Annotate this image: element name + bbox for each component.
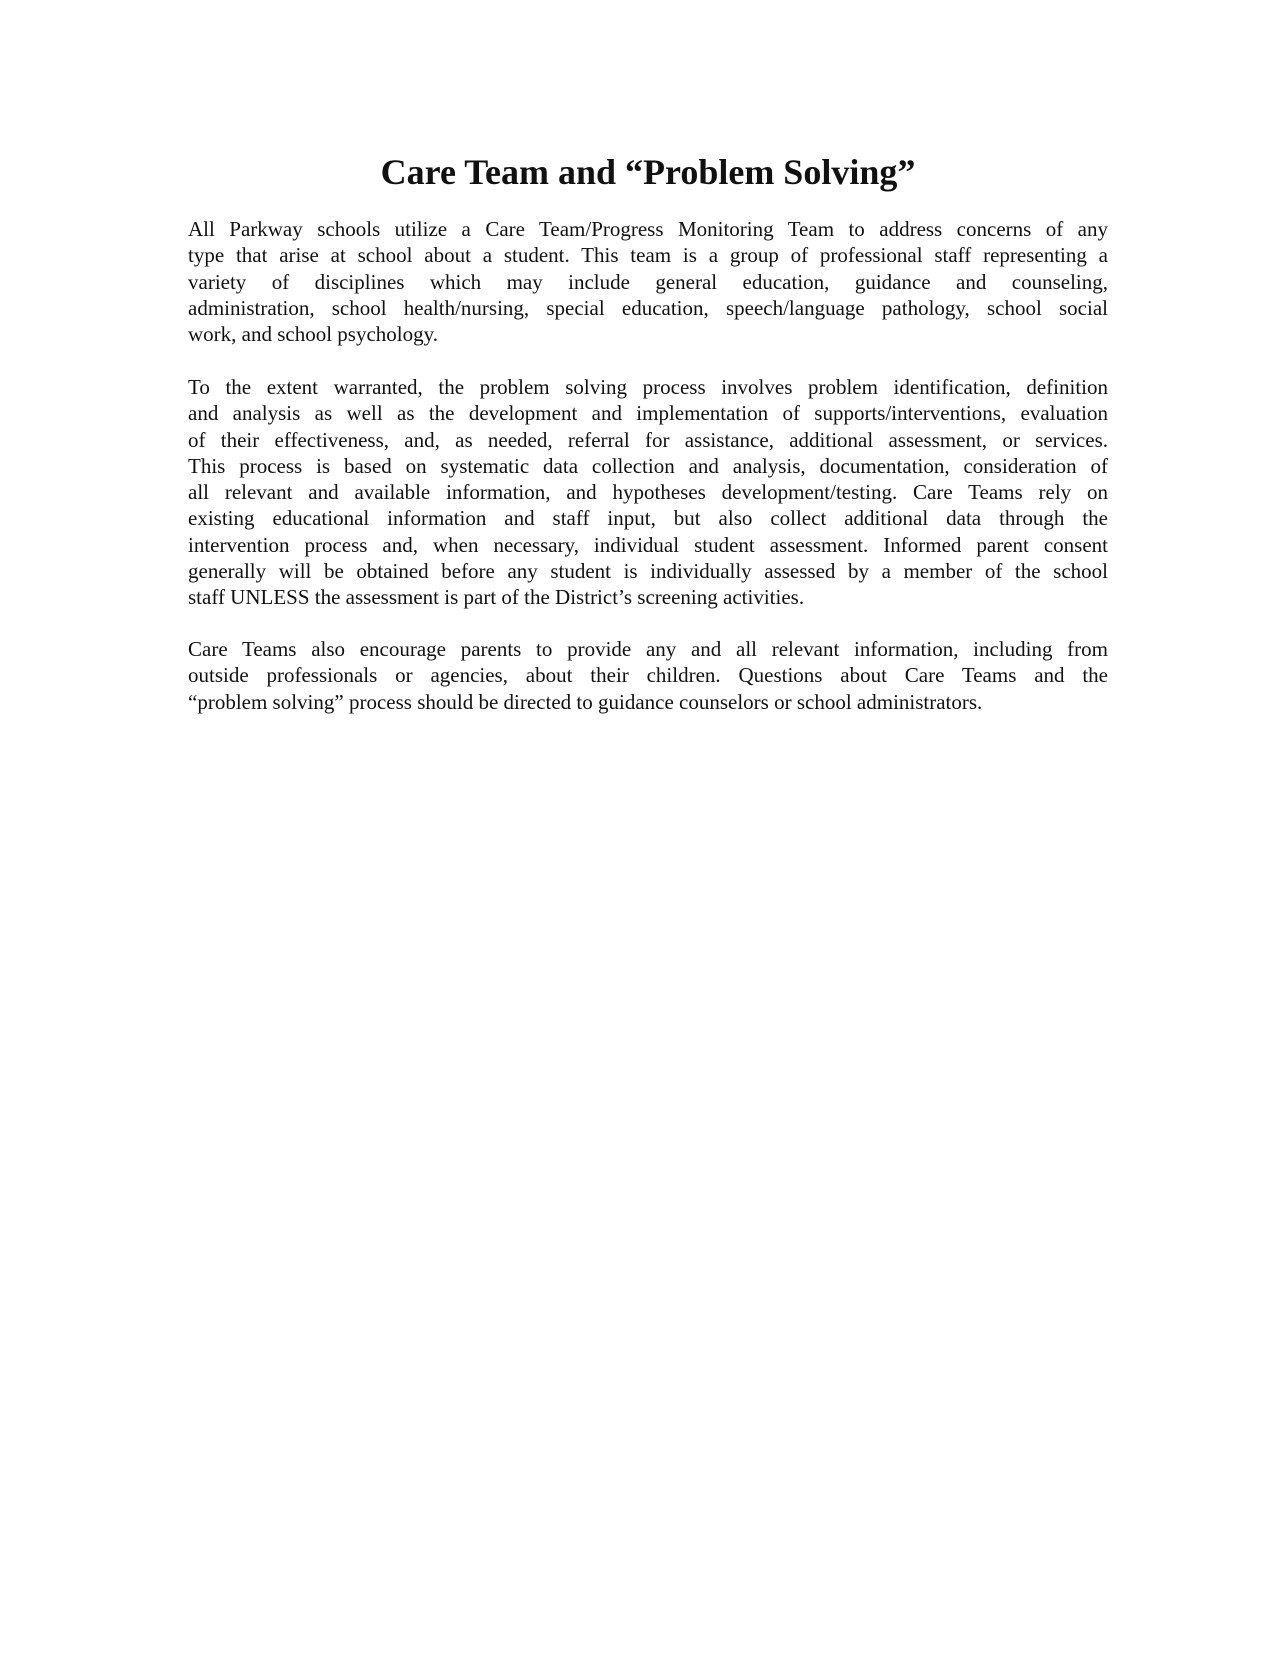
paragraph-line: This process is based on systematic data collection and analysis, documentation, consideration of <box>188 453 1108 478</box>
paragraph-line: work, and school psychology. <box>188 322 439 347</box>
paragraph-line: existing educational information and staff input, but also collect additional data through the <box>188 506 1108 531</box>
paragraph-line: and analysis as well as the development and implementation of supports/interventions, evaluation <box>188 401 1108 426</box>
paragraph-line: all relevant and available information, and hypotheses development/testing. Care Teams rely on <box>188 480 1108 505</box>
paragraph-line: intervention process and, when necessary, individual student assessment. Informed parent consent <box>188 532 1108 557</box>
paragraph-line: type that arise at school about a student. This team is a group of professional staff representing a <box>188 243 1108 268</box>
paragraph-line: outside professionals or agencies, about their children. Questions about Care Teams and the <box>188 663 1108 688</box>
paragraph-line: of their effectiveness, and, as needed, referral for assistance, additional assessment, or services. <box>188 427 1108 452</box>
page-title: Care Team and “Problem Solving” <box>380 152 916 192</box>
paragraph-line: Care Teams also encourage parents to provide any and all relevant information, including from <box>188 637 1108 661</box>
paragraph-line: variety of disciplines which may include general education, guidance and counseling, <box>188 269 1108 294</box>
paragraph-line: All Parkway schools utilize a Care Team/Progress Monitoring Team to address concerns of any <box>188 217 1108 241</box>
paragraph-line: To the extent warranted, the problem solving process involves problem identification, definition <box>188 375 1108 399</box>
paragraph-line: administration, school health/nursing, special education, speech/language pathology, school social <box>188 295 1108 320</box>
paragraph-problem-solving-process <box>188 374 1108 611</box>
paragraph-line: generally will be obtained before any student is individually assessed by a member of the school <box>188 559 1108 584</box>
paragraph-line: “problem solving” process should be directed to guidance counselors or school administrators. <box>188 689 983 714</box>
paragraph-parent-information <box>188 636 1108 715</box>
paragraph-line: staff UNLESS the assessment is part of the District’s screening activities. <box>188 585 805 610</box>
paragraph-care-team-overview <box>188 216 1108 347</box>
